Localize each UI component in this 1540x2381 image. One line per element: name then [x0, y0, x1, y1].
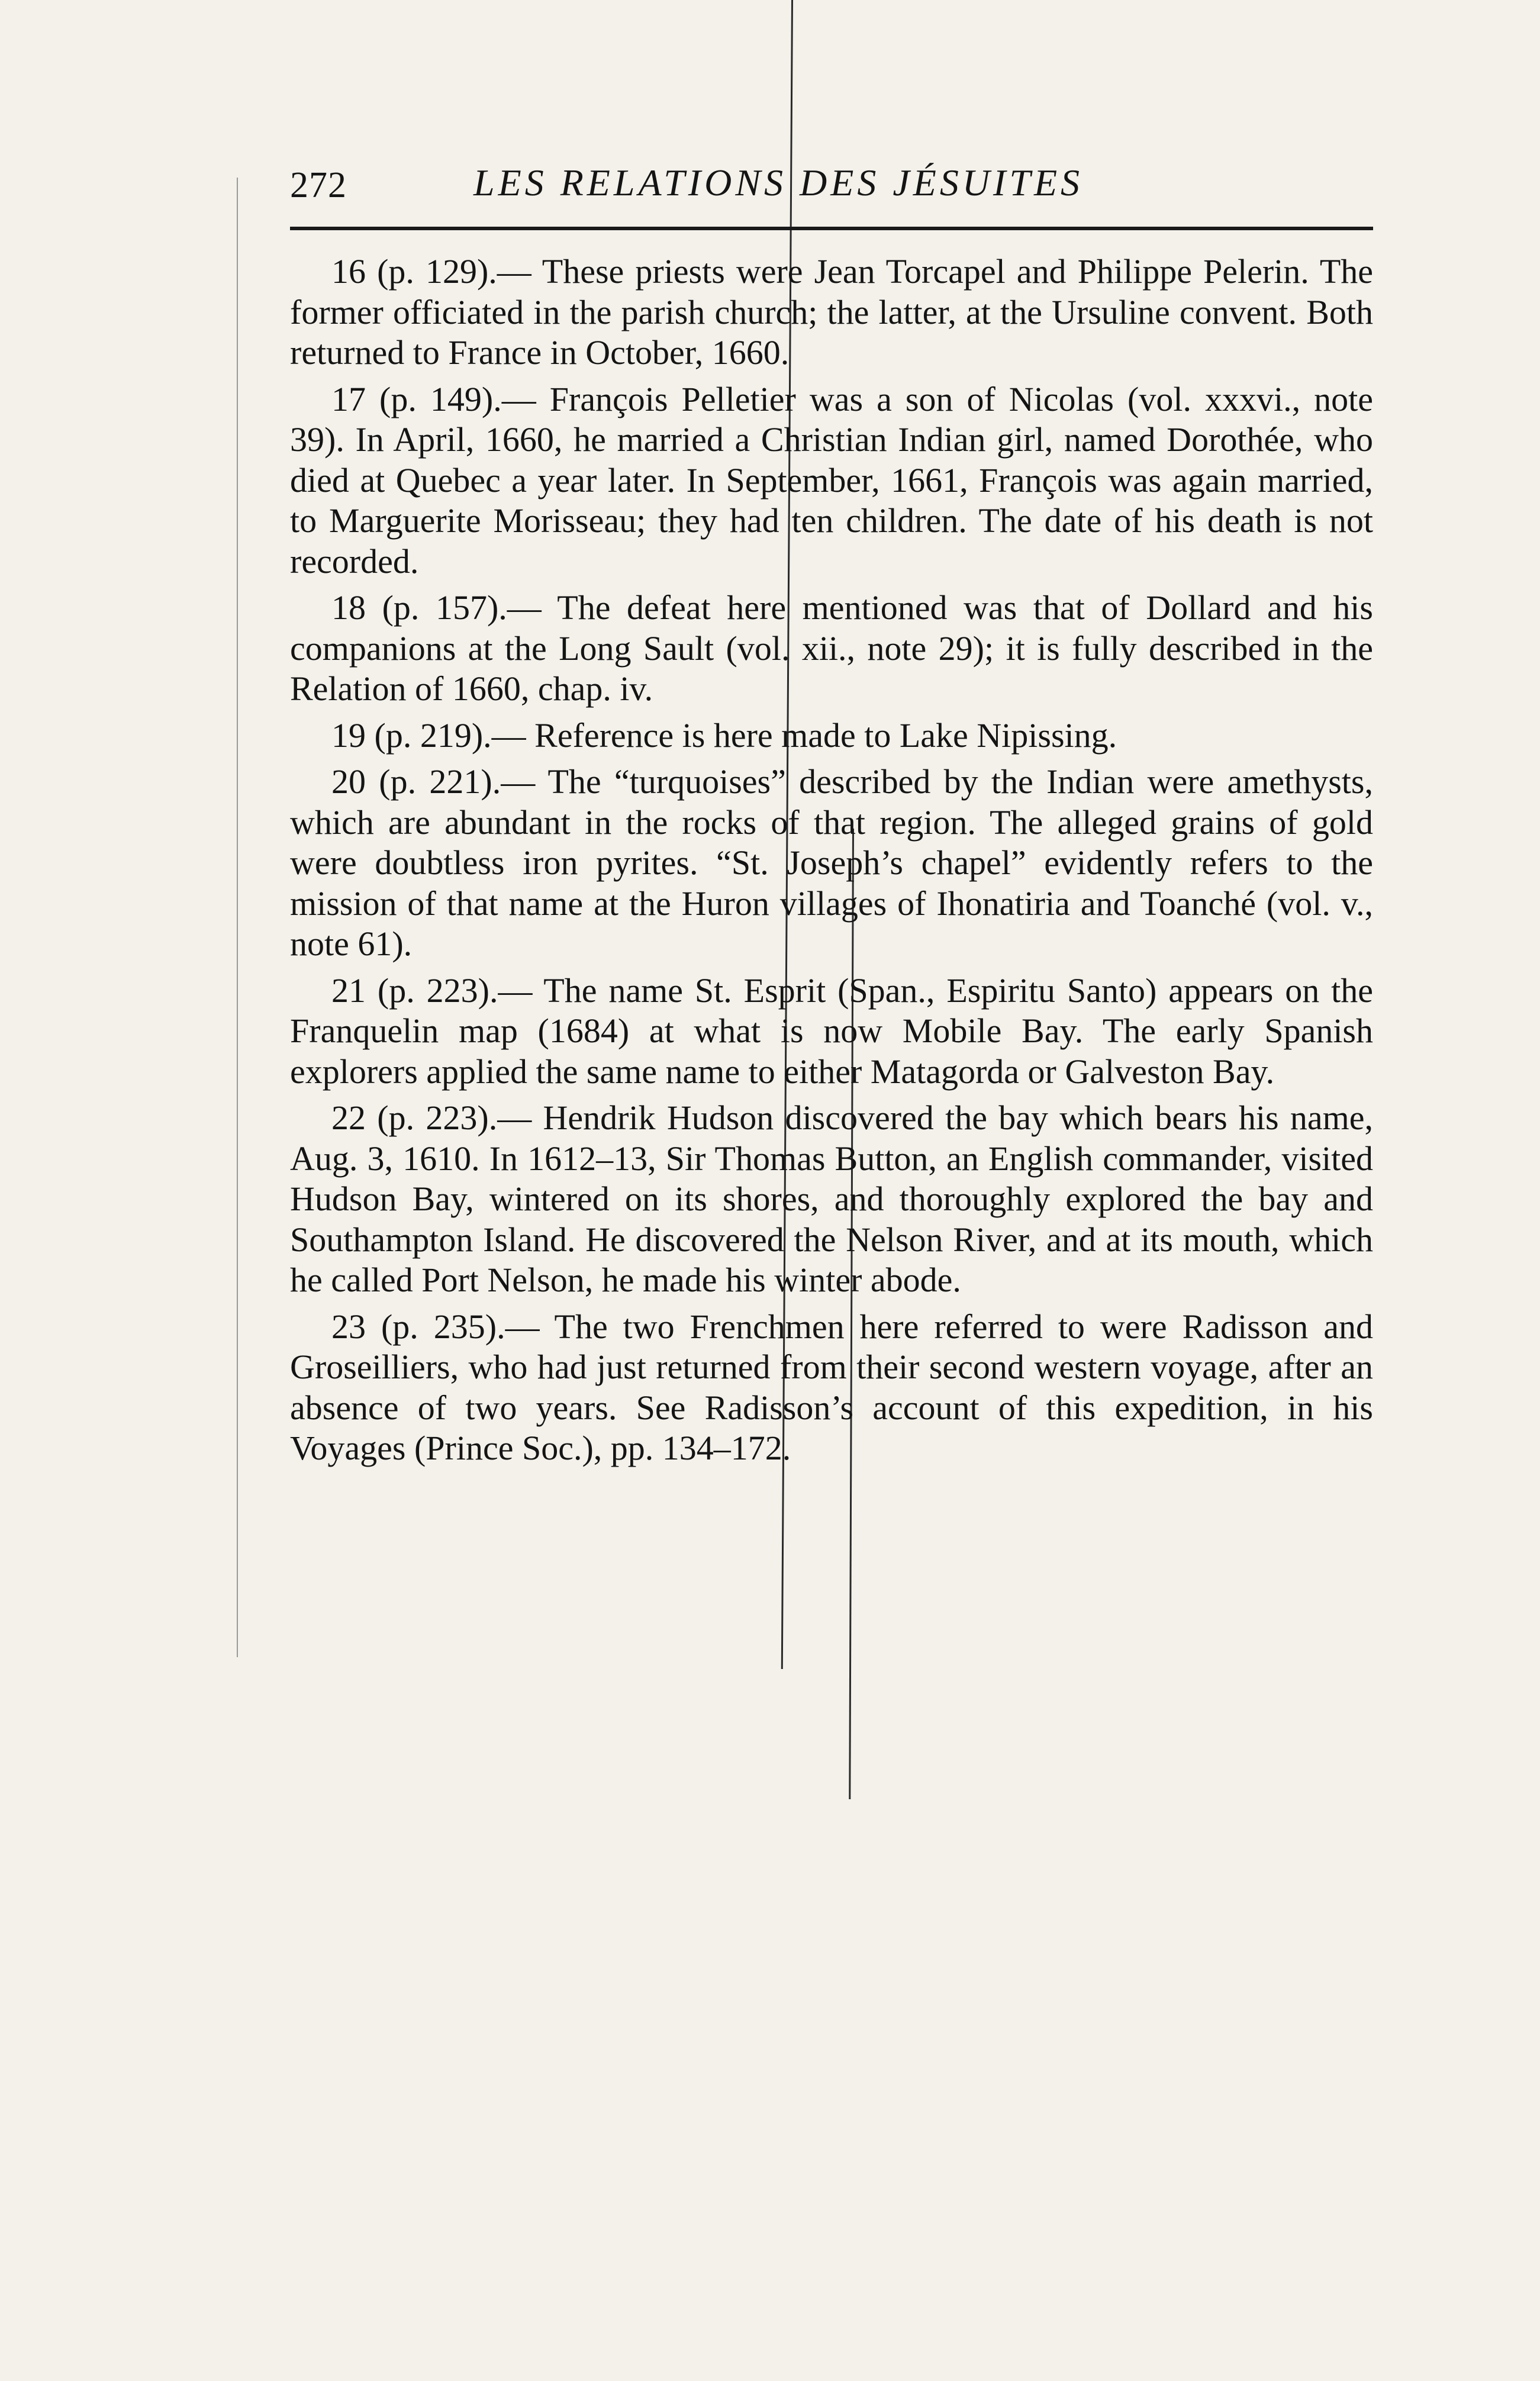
- endnote-21: 21 (p. 223).— The name St. Esprit (Span., Espiritu Santo) appears on the Franquelin map (1684) at what is now Mobile Bay. The early Spanish explorers applied the same name to either Matagorda or Galveston Bay.: [290, 971, 1373, 1091]
- endnote-19: 19 (p. 219).— Reference is here made to Lake Nipissing.: [331, 716, 1117, 755]
- endnotes: [290, 252, 1373, 1475]
- endnote-16: 16 (p. 129).— These priests were Jean Torcapel and Philippe Pelerin. The former officiated in the parish church; the latter, at the Ursuline convent. Both returned to France in October, 1660.: [290, 252, 1373, 372]
- running-head: LES RELATIONS DES JÉSUITES: [473, 162, 1084, 204]
- header-rule: [290, 227, 1373, 230]
- endnote-22: 22 (p. 223).— Hendrik Hudson discovered the bay which bears his name, Aug. 3, 1610. In 1612–13, Sir Thomas Button, an English commander, visited Hudson Bay, wintered on its shores, and thoroughly explored the bay and Southampton Island. He discovered the Nelson River, and at its mouth, which he called Port Nelson, he made his winter abode.: [290, 1098, 1373, 1299]
- endnote-17: 17 (p. 149).— François Pelletier was a son of Nicolas (vol. xxxvi., note 39). In April, 1660, he married a Christian Indian girl, named Dorothée, who died at Quebec a year later. In September, 1661, François was again married, to Marguerite Morisseau; they had ten children. The date of his death is not recorded.: [290, 379, 1373, 581]
- endnote-23: 23 (p. 235).— The two Frenchmen here referred to were Radisson and Groseilliers, who had just returned from their second western voyage, after an absence of two years. See Radisson’s account of this expedition, in his Voyages (Prince Soc.), pp. 134–172.: [290, 1307, 1373, 1467]
- page-number: 272: [290, 165, 347, 205]
- endnote-18: 18 (p. 157).— The defeat here mentioned was that of Dollard and his companions at the Long Sault (vol. xii., note 29); it is fully described in the Relation of 1660, chap. iv.: [290, 588, 1373, 708]
- page-header: [290, 159, 1373, 212]
- scan-artifact-line: [237, 178, 238, 1657]
- endnote-20: 20 (p. 221).— The “turquoises” described by the Indian were amethysts, which are abundant in the rocks of that region. The alleged grains of gold were doubtless iron pyrites. “St. Joseph’s chapel” evidently refers to the mission of that name at the Huron villages of Ihonatiria and Toanché (vol. v., note 61).: [290, 762, 1373, 963]
